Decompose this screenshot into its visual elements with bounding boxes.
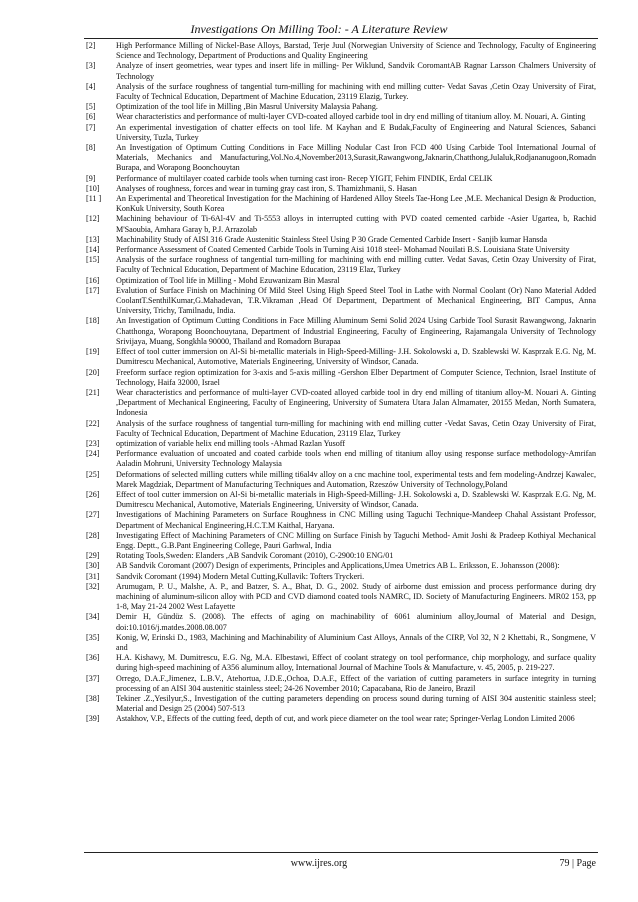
reference-number: [7] bbox=[86, 122, 96, 132]
reference-number: [38] bbox=[86, 694, 100, 703]
reference-item bbox=[86, 439, 596, 449]
reference-number: [8] bbox=[86, 143, 96, 153]
reference-number: [17] bbox=[86, 285, 100, 295]
reference-number: [16] bbox=[86, 275, 100, 285]
reference-text: Analyze of insert geometries, wear types and insert life in milling- Per Wiklund, Sandvik CoromantAB Ragnar Larsson Chalmers University of Technology bbox=[116, 61, 596, 81]
reference-text: An experimental investigation of chatter effects on tool life. M Kayhan and E Budak,Faculty of Engineering and Natural Sciences, Sabanci University, Tuzla, Turkey bbox=[116, 122, 596, 142]
reference-item bbox=[86, 174, 596, 184]
reference-number: [15] bbox=[86, 255, 100, 265]
reference-text: Wear characteristics and performance of multi-layer CVD-coated alloyed carbide tool in dry end milling of titanium alloy. M. Nouari, A. Ginting bbox=[116, 112, 586, 122]
reference-text: H.A. Kishawy, M. Dumitrescu, E.G. Ng, M.A. Elbestawi, Effect of coolant strategy on tool performance, chip morphology, and surface quality during high-speed machining of A356 aluminum alloy, International Journal of Machine Tools & Manufacture, v. 45, 2005, p. 219-227. bbox=[116, 653, 596, 673]
reference-number: [32] bbox=[86, 581, 100, 591]
reference-number: [19] bbox=[86, 347, 100, 357]
reference-number: [25] bbox=[86, 469, 100, 479]
reference-number: [24] bbox=[86, 449, 100, 459]
page-number: 79 | Page bbox=[559, 858, 596, 869]
reference-item bbox=[86, 674, 596, 694]
reference-item bbox=[86, 561, 596, 571]
reference-item bbox=[86, 316, 596, 347]
reference-text: AB Sandvik Coromant (2007) Design of experiments, Principles and Applications,Umea Umetrics AB L. Eriksson, E. Johansson (2008): bbox=[116, 561, 560, 571]
reference-number: [37] bbox=[86, 673, 100, 683]
reference-text: Investigations of Machining Parameters on Surface Roughness in CNC Milling using Taguchi Technique-Mandeep Chahal Assistant Professor, Department of Mechanical Engineering,H.C.T.M Kaithal, Haryana. bbox=[116, 510, 596, 530]
reference-item bbox=[86, 694, 596, 714]
reference-item bbox=[86, 194, 596, 214]
reference-item bbox=[86, 123, 596, 143]
reference-text: Analysis of the surface roughness of tangential turn-milling for machining with end milling cutter. Vedat Savas, Cetin Ozay University of Firat, Faculty of Technical Education, Department of Machine Education, 23119 Elaz, Turkey bbox=[116, 255, 596, 275]
reference-item bbox=[86, 714, 596, 724]
reference-item bbox=[86, 551, 596, 561]
reference-text: optimization of variable helix end milling tools -Ahmad Razlan Yusoff bbox=[116, 438, 346, 448]
reference-item bbox=[86, 143, 596, 174]
reference-text: Demir H, Gündüz S. (2008). The effects of aging on machinability of 6061 aluminium alloy,Journal of Material and Design, doi:10.1016/j.matdes.2008.08.007 bbox=[116, 612, 596, 632]
reference-text: Performance evaluation of uncoated and coated carbide tools when end milling of titanium alloy using response surface methodology-Amrifan Aaladin Mohruni, University Technology Malaysia bbox=[116, 449, 596, 469]
reference-number: [34] bbox=[86, 612, 100, 622]
reference-number: [36] bbox=[86, 653, 100, 663]
footer-website[interactable]: www.ijres.org bbox=[290, 858, 348, 869]
reference-item bbox=[86, 653, 596, 673]
reference-text: An Experimental and Theoretical Investigation for the Machining of Hardened Alloy Steels Tae-Hong Lee ,M.E. Mechanical Design & Production, KonKuk University, South Korea bbox=[116, 194, 596, 214]
reference-text: Tekiner .Z.,Yesilyur,S., Investigation of the cutting parameters depending on process sound during turning of AISI 304 austenitic stainless steel; Material and Design 25 (2004) 507-513 bbox=[116, 694, 596, 714]
header-rule bbox=[84, 38, 598, 39]
reference-text: Performance of multilayer coated carbide tools when turning cast iron- Recep YIGIT, Fehim FINDIK, Erdal CELIK bbox=[116, 173, 493, 183]
reference-item bbox=[86, 531, 596, 551]
reference-text: Optimization of Tool life in Milling - Mohd Ezuwanizam Bin Masral bbox=[116, 275, 340, 285]
reference-item bbox=[86, 449, 596, 469]
reference-item bbox=[86, 633, 596, 653]
reference-text: Konig, W, Erinski D., 1983, Machining and Machinability of Aluminium Cast Alloys, Annals of the CIRP, Vol 32, N 2 Khettabi, R., Songmene, V and bbox=[116, 632, 596, 652]
reference-number: [31] bbox=[86, 571, 100, 581]
reference-number: [12] bbox=[86, 214, 100, 224]
reference-number: [9] bbox=[86, 173, 96, 183]
reference-number: [6] bbox=[86, 112, 96, 122]
reference-number: [10] bbox=[86, 183, 100, 193]
reference-number: [39] bbox=[86, 714, 100, 724]
reference-item bbox=[86, 612, 596, 632]
reference-text: Machining behaviour of Ti-6Al-4V and Ti-5553 alloys in interrupted cutting with PVD coated cemented carbide -Asier Ugartea, b, Rachid M'Saoubia, Amhara Garay b, P.J. Arrazolab bbox=[116, 214, 596, 234]
running-header: Investigations On Milling Tool: - A Literature Review bbox=[190, 22, 448, 36]
reference-item bbox=[86, 347, 596, 367]
reference-text: Freeform surface region optimization for 3-axis and 5-axis milling -Gershon Elber Department of Computer Science, Technion, Israel Institute of Technology, Haifa 32000, Israel bbox=[116, 367, 596, 387]
reference-text: An Investigation of Optimum Cutting Conditions in Face Milling Nodular Cast Iron FCD 400 Using Carbide Tool International Journal of Materials, Mechanics and Manufacturing,Vol.No.4,November2013,Surasit,Rawangwong,Jaknarin,Chatthong,Julaluk,Rodjananugoon,Romadn Burapa, and Worapong Boonchouytan bbox=[116, 143, 596, 173]
reference-text: Orrego, D.A.F.,Jimenez, L.B.V., Atehortua, J.D.E.,Ochoa, D.A.F., Effect of the variation of cutting parameters in surface integrity in turning processing of an AISI 304 austenitic stainless steel; 24-26 November 2010; Capacabana, Rio de Janeiro, Brazil bbox=[116, 673, 596, 693]
reference-item bbox=[86, 255, 596, 275]
reference-item bbox=[86, 184, 596, 194]
reference-text: Sandvik Coromant (1994) Modern Metal Cutting,Kullavik: Tofters Tryckeri. bbox=[116, 571, 365, 581]
reference-item bbox=[86, 572, 596, 582]
reference-text: Optimization of the tool life in Milling ,Bin Masrul University Malaysia Pahang. bbox=[116, 102, 378, 112]
reference-item bbox=[86, 276, 596, 286]
reference-list bbox=[86, 41, 596, 725]
reference-item bbox=[86, 102, 596, 112]
reference-text: Wear characteristics and performance of multi-layer CVD-coated alloyed carbide tool in dry end milling of titanium alloy-M. Nouari A. Ginting ,Department of Mechanical Engineering, Faculty of Engineering, University of Sumatera Utara Jalan Almamater, 20155 Medan, North Sumatera, Indonesia bbox=[116, 387, 596, 418]
reference-item bbox=[86, 470, 596, 490]
footer-rule bbox=[84, 852, 598, 853]
reference-item bbox=[86, 368, 596, 388]
reference-item bbox=[86, 245, 596, 255]
reference-number: [23] bbox=[86, 438, 100, 448]
reference-text: Machinability Study of AISI 316 Grade Austenitic Stainless Steel Using P 30 Grade Cemented Carbide Insert - Sanjib kumar Hansda bbox=[116, 234, 548, 244]
reference-number: [22] bbox=[86, 418, 100, 428]
reference-number: [30] bbox=[86, 561, 100, 571]
reference-text: Analyses of roughness, forces and wear in turning gray cast iron, S. Thamizhmanii, S. Hasan bbox=[116, 183, 417, 193]
reference-text: Arumugam, P. U., Malshe, A. P., and Batzer, S. A., Bhat, D. G., 2002. Study of airborne dust emission and process performance during dry machining of aluminum-silicon alloy with PCD and CVD diamond coated tools NAMRC, ID. Society of Manufacturing Engineers. MR02 153, pp 1-8, May 21-24 2002 West Lafayette bbox=[116, 581, 596, 612]
reference-number: [5] bbox=[86, 102, 96, 112]
reference-number: [28] bbox=[86, 530, 100, 540]
reference-item bbox=[86, 61, 596, 81]
reference-number: [2] bbox=[86, 41, 96, 50]
reference-item bbox=[86, 419, 596, 439]
reference-item bbox=[86, 388, 596, 419]
reference-number: [35] bbox=[86, 632, 100, 642]
reference-item bbox=[86, 510, 596, 530]
reference-number: [29] bbox=[86, 551, 100, 561]
reference-item bbox=[86, 41, 596, 61]
reference-item bbox=[86, 490, 596, 510]
reference-text: An Investigation of Optimum Cutting Conditions in Face Milling Aluminum Semi Solid 2024 Using Carbide Tool Surasit Rawangwong, Jaknarin Chatthonga, Worapong Boonchouytana, Department of Industrial Engineering, Faculty of Engineering, Rajamangala University of Technology Srivijaya, Muang, Songkhla 90000, Thailand and Romadorn Burapaa bbox=[116, 316, 596, 346]
reference-text: Investigating Effect of Machining Parameters of CNC Milling on Surface Finish by Taguchi Method- Amit Joshi & Pradeep Kothiyal Mechanical Engg. Deptt., G.B.Pant Engineering College, Pauri Garhwal, India bbox=[116, 530, 596, 550]
reference-item bbox=[86, 286, 596, 317]
reference-number: [3] bbox=[86, 61, 96, 71]
reference-text: Astakhov, V.P., Effects of the cutting feed, depth of cut, and work piece diameter on the tool wear rate; Springer-Verlag London Limited 2006 bbox=[116, 714, 575, 724]
reference-number: [26] bbox=[86, 489, 100, 499]
reference-item bbox=[86, 582, 596, 613]
reference-text: High Performance Milling of Nickel-Base Alloys, Barstad, Terje Juul (Norwegian University of Science and Technology, Faculty of Engineering Science and Technology, Department of Productions and Quality Engineering bbox=[116, 41, 596, 61]
reference-number: [13] bbox=[86, 234, 100, 244]
reference-item bbox=[86, 112, 596, 122]
reference-number: [11 ] bbox=[86, 194, 102, 204]
reference-text: Effect of tool cutter immersion on Al-Si bi-metallic materials in High-Speed-Milling- J.H. Sokolowski a, D. Szablewski W. Kasprzak E.G. Ng, M. Dumitrescu Mechanical, Automotive, Materials Engineering, University of Windsor, Canada. bbox=[116, 347, 596, 367]
reference-number: [20] bbox=[86, 367, 100, 377]
reference-number: [18] bbox=[86, 316, 100, 326]
reference-number: [14] bbox=[86, 245, 100, 255]
reference-text: Deformations of selected milling cutters while milling ti6al4v alloy on a cnc machine tool, experimental tests and fem modeling-Andrzej Kawalec, Marek Magdziak, Department of Manufacturing Techniques and Automation, Rzeszów University of Technology,Poland bbox=[116, 469, 596, 489]
reference-text: Analysis of the surface roughness of tangential turn-milling for machining with end milling cutter- Vedat Savas ,Cetin Ozay University of Firat, Faculty of Technical Education, Department of Machine Education, 23119 Elazig, Turkey. bbox=[116, 81, 596, 102]
reference-item bbox=[86, 82, 596, 102]
reference-number: [4] bbox=[86, 81, 96, 91]
reference-text: Analysis of the surface roughness of tangential turn-milling for machining with end milling cutter -Vedat Savas, Cetin Ozay University of Firat, Faculty of Technical Education, Department of Machine Education, 23119 Elaz, Turkey bbox=[116, 418, 596, 438]
reference-text: Evalution of Surface Finish on Machining Of Mild Steel Using High Speed Steel Tool in Lathe with Normal Coolant (Or) Nano Material Added CoolantT.SenthilKumar,G.Mahadevan, T.R.Vikraman ,Head Of Department, Department of Mechanical Engineering, BIT Campus, Anna University, Trichy, Tamilnadu, India. bbox=[116, 285, 596, 316]
reference-text: Effect of tool cutter immersion on Al-Si bi-metallic materials in High-Speed-Milling- J.H. Sokolowski a, D. Szablewski W. Kasprzak E.G. Ng, M. Dumitrescu Mechanical, Automotive, Materials Engineering, University of Windsor, Canada. bbox=[116, 489, 596, 510]
reference-number: [21] bbox=[86, 387, 100, 397]
reference-item bbox=[86, 235, 596, 245]
reference-number: [27] bbox=[86, 510, 100, 520]
reference-text: Rotating Tools,Sweden: Elanders ,AB Sandvik Coromant (2010), C-2900:10 ENG/01 bbox=[116, 551, 394, 561]
reference-item bbox=[86, 214, 596, 234]
reference-text: Performance Assessment of Coated Cemented Carbide Tools in Turning Aisi 1018 steel- Mohamad Nouilati B.S. Louisiana State University bbox=[116, 245, 570, 255]
